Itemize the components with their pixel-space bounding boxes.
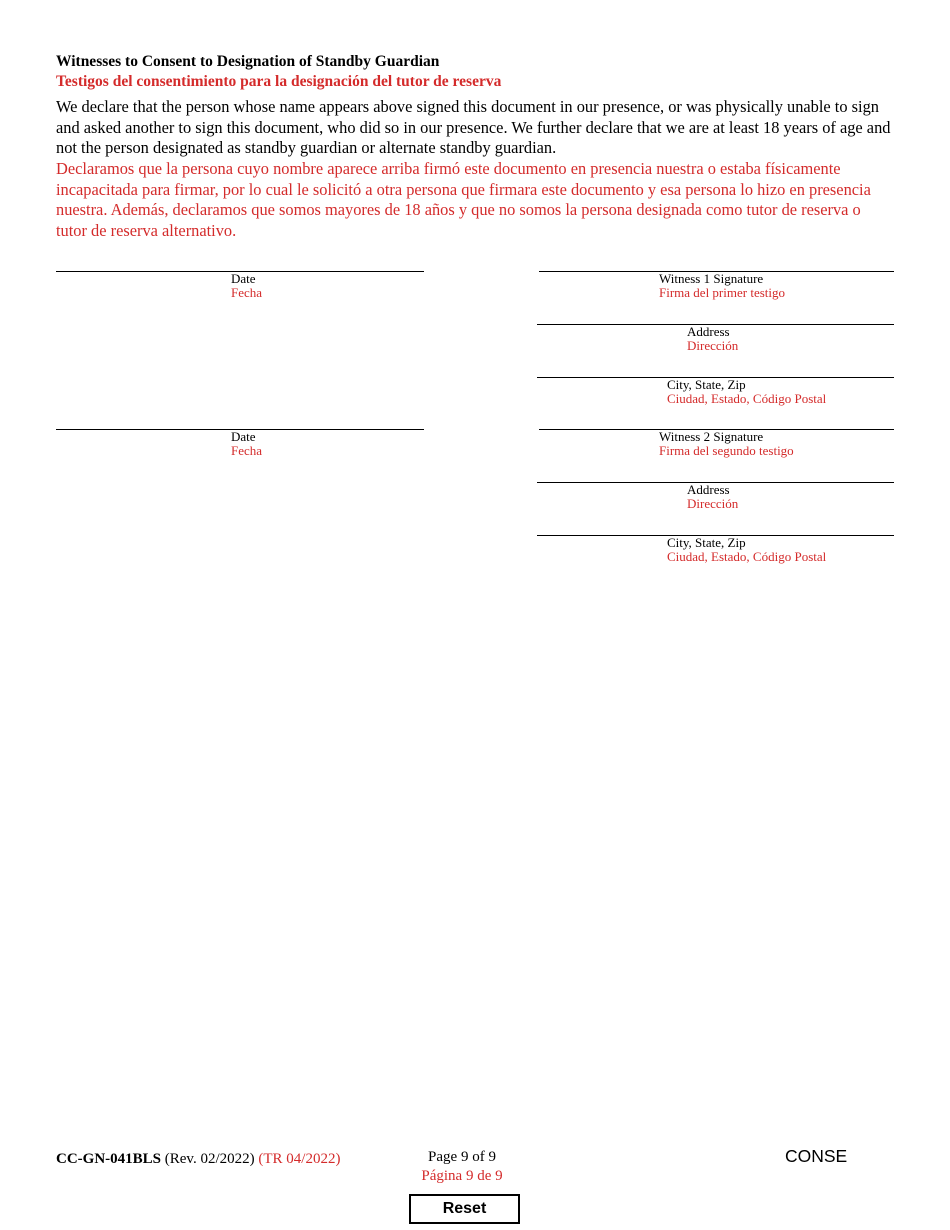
- witness-2-signature-label-spanish: Firma del segundo testigo: [659, 443, 794, 458]
- witness-2-date-label: Date: [231, 429, 256, 444]
- reset-button[interactable]: Reset: [409, 1194, 520, 1224]
- witness-2-city-label: City, State, Zip: [667, 535, 746, 550]
- form-short-label: CONSE: [785, 1146, 848, 1166]
- witness-2-address-label-spanish: Dirección: [687, 496, 739, 511]
- witness-1-signature-label-spanish: Firma del primer testigo: [659, 285, 786, 300]
- witness-1-city-label-spanish: Ciudad, Estado, Código Postal: [667, 391, 827, 406]
- witness-1-date-label: Date: [231, 271, 256, 286]
- declaration-english: We declare that the person whose name appears above signed this document in our presence, or was physically unable to sign and asked another to sign this document, who did so in our presence. We further declare that we are at least 18 years of age and not the person designated as standby guardian or alternate standby guardian.: [56, 97, 891, 157]
- page-number: [410, 1148, 514, 1186]
- section-title-spanish: Testigos del consentimiento para la designación del tutor de reserva: [56, 73, 502, 90]
- form-identifier: [56, 1150, 340, 1169]
- witness-2-date-label-spanish: Fecha: [231, 443, 263, 458]
- witness-1-city-label: City, State, Zip: [667, 377, 746, 392]
- witness-2-signature-label: Witness 2 Signature: [659, 429, 764, 444]
- witness-1-address-label: Address: [687, 324, 730, 339]
- page-number-english: Page 9 of 9: [428, 1149, 496, 1165]
- witness-1-signature-label: Witness 1 Signature: [659, 271, 764, 286]
- form-revision: (Rev. 02/2022): [164, 1151, 255, 1167]
- form-code: CC-GN-041BLS: [56, 1151, 162, 1167]
- witness-2-address-label: Address: [687, 482, 730, 497]
- declaration-spanish: Declaramos que la persona cuyo nombre aparece arriba firmó este documento en presencia nuestra o estaba físicamente incapacitada para firmar, por lo cual le solicitó a otra persona que firmara este documento y esa persona lo hizo en presencia nuestra. Además, declaramos que somos mayores de 18 años y que no somos la persona designada como tutor de reserva o tutor de reserva alternativo.: [56, 159, 871, 240]
- page-number-spanish: Página 9 de 9: [421, 1168, 503, 1184]
- witness-1-address-label-spanish: Dirección: [687, 338, 739, 353]
- translation-revision: (TR 04/2022): [258, 1151, 341, 1167]
- section-title-english: Witnesses to Consent to Designation of Standby Guardian: [56, 53, 440, 70]
- witness-2-city-label-spanish: Ciudad, Estado, Código Postal: [667, 549, 827, 564]
- witness-1-date-label-spanish: Fecha: [231, 285, 263, 300]
